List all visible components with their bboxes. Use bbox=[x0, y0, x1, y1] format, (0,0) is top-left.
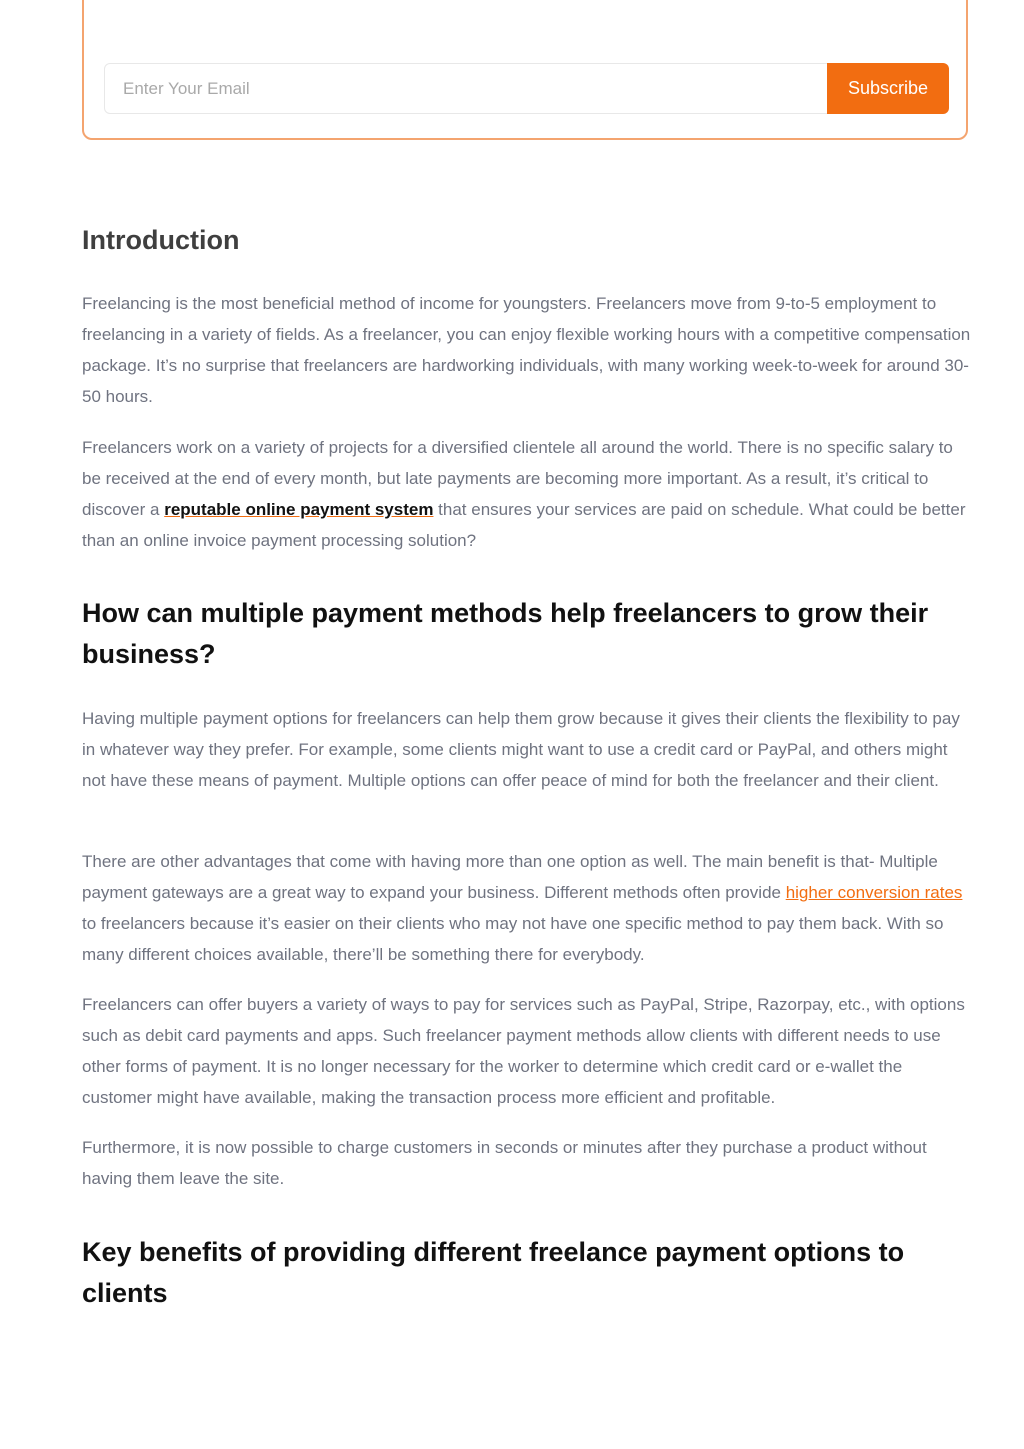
intro-paragraph-1: Freelancing is the most beneficial method of income for youngsters. Freelancers move from 9-to-5 employment to freelancing in a variety of fields. As a freelancer, you can enjoy flexible working hours with a competitive compensation package. It’s no surprise that freelancers are hardworking individuals, with many working week-to-week for around 30-50 hours. bbox=[82, 294, 971, 406]
section2-p2-text-before: There are other advantages that come with having more than one option as well. The main benefit is that- Multiple payment gateways are a great way to expand your business. Different methods often provide bbox=[82, 852, 938, 902]
section2-paragraph-1: Having multiple payment options for freelancers can help them grow because it gives their clients the flexibility to pay in whatever way they prefer. For example, some clients might want to use a credit card or PayPal, and others might not have these means of payment. Multiple options can offer peace of mind for both the freelancer and their client. bbox=[82, 709, 960, 790]
payment-system-link[interactable]: reputable online payment system bbox=[164, 500, 434, 519]
intro-p2-text-after: that ensures your services are paid on schedule. What could be better than an online invoice payment processing solution? bbox=[82, 500, 966, 550]
section2-paragraph-2 bbox=[82, 846, 974, 970]
section2-p2-text-after: to freelancers because it’s easier on their clients who may not have one specific method to pay them back. With so many different choices available, there’ll be something there for everybody. bbox=[82, 914, 944, 964]
intro-paragraph-2 bbox=[82, 432, 974, 556]
conversion-rates-link[interactable]: higher conversion rates bbox=[785, 883, 963, 902]
section2-paragraph-4: Furthermore, it is now possible to charge customers in seconds or minutes after they purchase a product without having them leave the site. bbox=[82, 1138, 927, 1188]
intro-heading: Introduction bbox=[82, 225, 240, 255]
subscribe-button[interactable]: Subscribe bbox=[827, 63, 949, 114]
section-heading-key-benefits: Key benefits of providing different freelance payment options to clients bbox=[82, 1237, 905, 1308]
email-input[interactable] bbox=[104, 63, 828, 114]
section2-paragraph-3: Freelancers can offer buyers a variety of ways to pay for services such as PayPal, Stripe, Razorpay, etc., with options such as debit card payments and apps. Such freelancer payment methods allow clients with different needs to use other forms of payment. It is no longer necessary for the worker to determine which credit card or e-wallet the customer might have available, making the transaction process more efficient and profitable. bbox=[82, 995, 965, 1107]
section-heading-multiple-payment: How can multiple payment methods help freelancers to grow their business? bbox=[82, 598, 929, 669]
intro-p2-text-before: Freelancers work on a variety of projects for a diversified clientele all around the world. There is no specific salary to be received at the end of every month, but late payments are becoming more important. As a result, it’s critical to discover a bbox=[82, 438, 953, 519]
